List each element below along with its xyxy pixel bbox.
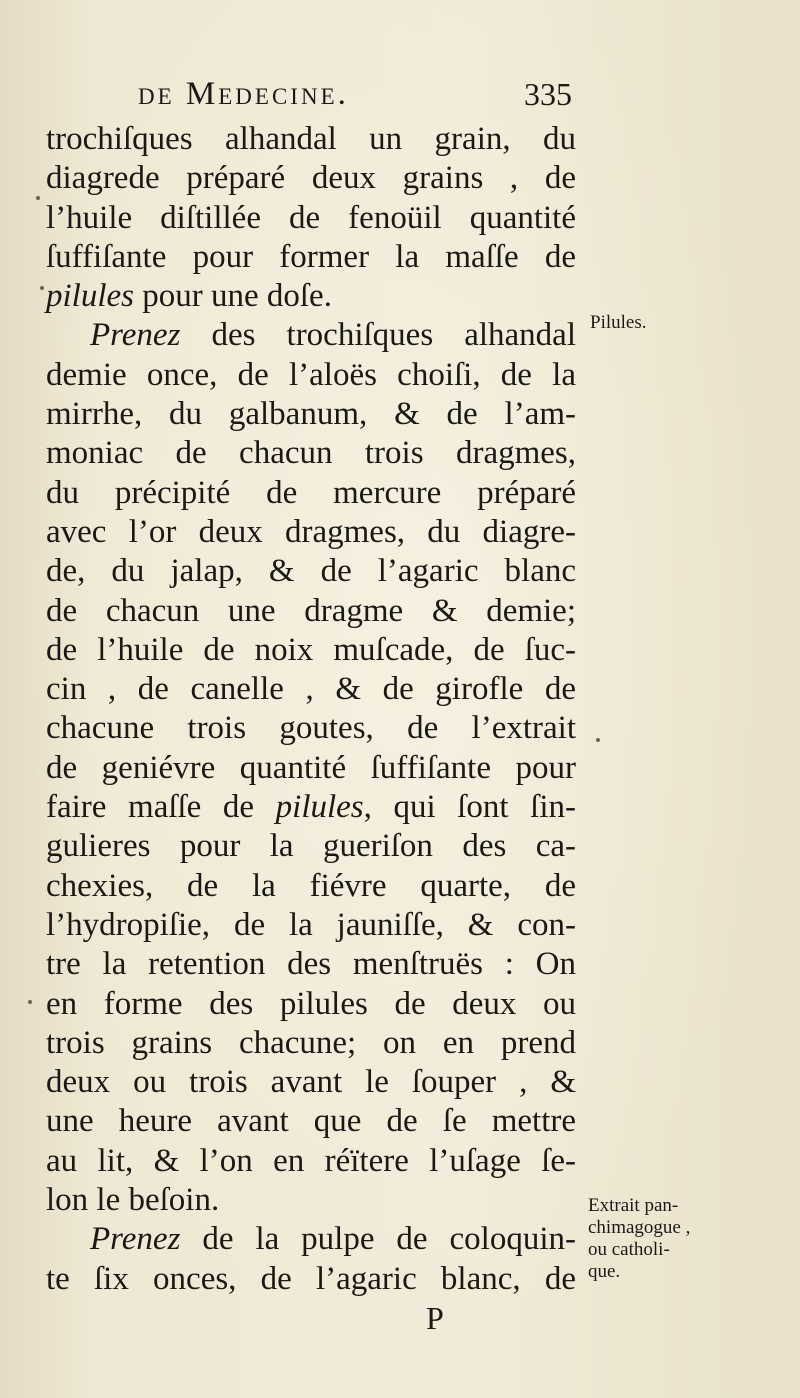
text-line xyxy=(46,749,576,788)
text-run: chacune trois goutes, de l’extrait xyxy=(46,710,576,747)
text-line xyxy=(46,709,576,748)
text-line xyxy=(46,867,576,906)
signature-mark: P xyxy=(426,1300,444,1336)
margin-note-line: Extrait pan- xyxy=(588,1195,679,1216)
text-run: de chacun une dragme & demie; xyxy=(46,592,576,629)
text-run: diagrede préparé deux grains , de xyxy=(46,160,576,197)
italic-text: pilules xyxy=(46,278,134,315)
text-line xyxy=(46,827,576,866)
body-text xyxy=(46,120,576,1299)
text-run: une heure avant que de ſe mettre xyxy=(46,1103,576,1140)
text-run: faire maſſe de xyxy=(46,789,276,826)
text-line xyxy=(46,1063,576,1102)
text-line xyxy=(46,1220,576,1259)
text-run: de la pulpe de coloquin- xyxy=(180,1221,576,1258)
text-line xyxy=(46,1181,576,1220)
text-run: deux ou trois avant le ſouper , & xyxy=(46,1064,576,1101)
text-run: chexies, de la fiévre quarte, de xyxy=(46,867,576,904)
text-line xyxy=(46,592,576,631)
text-run: l’hydropiſie, de la jauniſſe, & con- xyxy=(46,906,576,943)
margin-note-line: chimagogue , xyxy=(588,1217,691,1238)
text-run: du précipité de mercure préparé xyxy=(46,474,576,511)
text-line xyxy=(46,945,576,984)
text-line xyxy=(46,1024,576,1063)
text-line xyxy=(46,552,576,591)
paper-blemish xyxy=(28,1000,32,1004)
text-line xyxy=(46,316,576,355)
text-line xyxy=(46,985,576,1024)
page-number: 335 xyxy=(524,76,572,112)
text-run: de, du jalap, & de l’agaric blanc xyxy=(46,553,576,590)
text-run: demie once, de l’aloës choiſi, de la xyxy=(46,356,576,393)
text-run: pour une doſe. xyxy=(134,278,332,315)
text-run: tre la retention des menſtruës : On xyxy=(46,946,576,983)
text-line xyxy=(46,238,576,277)
text-run: gulieres pour la gueriſon des ca- xyxy=(46,828,576,865)
text-run: en forme des pilules de deux ou xyxy=(46,985,576,1022)
text-line xyxy=(46,395,576,434)
text-run: , qui ſont ſin- xyxy=(363,789,576,826)
page-header xyxy=(138,76,578,116)
paper-blemish xyxy=(596,738,600,742)
text-line xyxy=(46,1102,576,1141)
text-line xyxy=(46,199,576,238)
text-run: de l’huile de noix muſcade, de ſuc- xyxy=(46,631,576,668)
text-line xyxy=(46,670,576,709)
margin-note-line: Pilules. xyxy=(590,312,647,333)
running-title: de Medecine. xyxy=(138,76,349,112)
text-run: au lit, & l’on en réïtere l’uſage ſe- xyxy=(46,1142,576,1179)
text-run: des trochiſques alhandal xyxy=(180,317,576,354)
italic-text: pilules xyxy=(275,789,364,826)
text-run: avec l’or deux dragmes, du diagre- xyxy=(46,513,576,550)
text-run: cin , de canelle , & de girofle de xyxy=(46,671,576,708)
margin-note-line: que. xyxy=(588,1261,621,1282)
margin-note-extrait xyxy=(588,1195,690,1283)
text-run: lon le beſoin. xyxy=(46,1182,220,1219)
text-line xyxy=(46,1142,576,1181)
text-run: trochiſques alhandal un grain, du xyxy=(46,121,576,157)
text-line xyxy=(46,788,576,827)
text-line xyxy=(46,513,576,552)
paper-blemish xyxy=(40,286,44,290)
paper-blemish xyxy=(36,196,40,200)
text-line xyxy=(46,474,576,513)
text-run: te ſix onces, de l’agaric blanc, de xyxy=(46,1260,576,1297)
text-line xyxy=(46,356,576,395)
text-line xyxy=(46,434,576,473)
text-run: moniac de chacun trois dragmes, xyxy=(46,435,576,472)
text-line xyxy=(46,1260,576,1299)
text-run: l’huile diſtillée de fenoüil quantité xyxy=(46,199,576,236)
text-run: ſuffiſante pour former la maſſe de xyxy=(46,238,576,275)
text-run: trois grains chacune; on en prend xyxy=(46,1024,576,1061)
text-line xyxy=(46,631,576,670)
text-line xyxy=(46,159,576,198)
text-run: de geniévre quantité ſuffiſante pour xyxy=(46,749,576,786)
text-line xyxy=(46,120,576,159)
text-run: mirrhe, du galbanum, & de l’am- xyxy=(46,396,576,433)
text-line xyxy=(46,277,576,316)
italic-text: Prenez xyxy=(90,317,181,354)
italic-text: Prenez xyxy=(90,1221,181,1258)
margin-note-pilules xyxy=(590,312,646,334)
text-line xyxy=(46,906,576,945)
margin-note-line: ou catholi- xyxy=(588,1239,670,1260)
